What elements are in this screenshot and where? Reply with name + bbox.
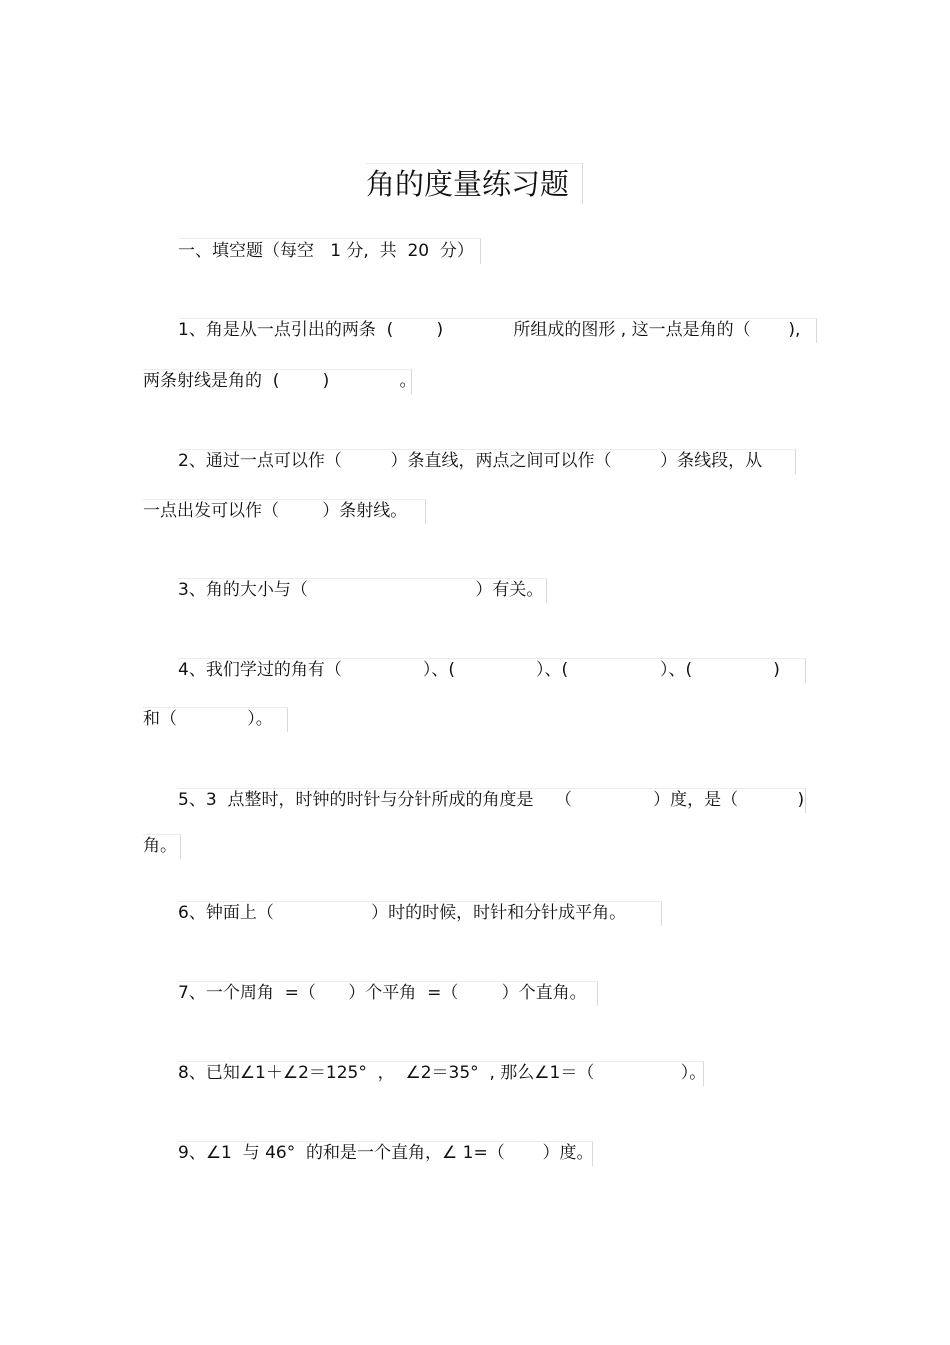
question-1-line-1: 1、角是从一点引出的两条 ( ) 所组成的图形 , 这一点是角的（ ), — [178, 320, 801, 340]
question-4-line-2: 和（ ）。 — [143, 709, 273, 729]
question-4-line-1: 4、我们学过的角有（ ）、( ）、( ）、( ) — [178, 660, 780, 680]
question-5-line-2: 角。 — [143, 836, 177, 856]
question-8: 8、已知∠1＋∠2＝125° ， ∠2＝35° , 那么∠1＝（ ）。 — [178, 1063, 707, 1083]
question-2-line-1: 2、通过一点可以作（ ）条直线，两点之间可以作（ ）条线段，从 — [178, 451, 763, 471]
section-heading: 一、填空题（每空 1 分, 共 20 分） — [178, 241, 474, 261]
question-5-line-1: 5、3 点整时，时钟的时针与分针所成的角度是 （ ）度，是（ ) — [178, 790, 805, 810]
question-9: 9、∠1 与 46° 的和是一个直角，∠ 1=（ ）度。 — [178, 1143, 594, 1163]
question-7: 7、一个周角 =（ ）个平角 =（ ）个直角。 — [178, 983, 587, 1003]
question-6: 6、钟面上（ ）时的时候，时针和分针成平角。 — [178, 903, 627, 923]
page-title: 角的度量练习题 — [366, 167, 570, 201]
question-2-line-2: 一点出发可以作（ ）条射线。 — [143, 501, 408, 521]
question-3: 3、角的大小与（ ）有关。 — [178, 580, 544, 600]
question-1-line-2: 两条射线是角的 ( ) 。 — [143, 371, 417, 391]
